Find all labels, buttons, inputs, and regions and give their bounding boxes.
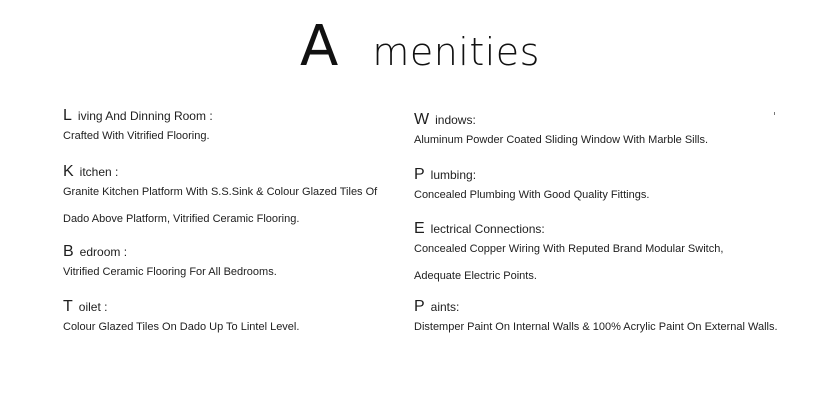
heading-initial: K	[63, 163, 74, 180]
heading-text: indows:	[435, 113, 476, 127]
section-text: Adequate Electric Points.	[414, 270, 537, 282]
decorative-tick	[774, 112, 775, 115]
heading-initial: E	[414, 220, 425, 237]
heading-initial: P	[414, 166, 425, 183]
heading-text: edroom :	[79, 245, 128, 259]
section-text: Concealed Plumbing With Good Quality Fittings.	[414, 189, 650, 201]
heading-initial: L	[63, 107, 72, 124]
title-initial: A	[300, 14, 339, 79]
heading-text: aints:	[430, 300, 460, 314]
section-toilet	[63, 299, 299, 334]
section-text: Crafted With Vitrified Flooring.	[63, 130, 210, 142]
title-rest: menities	[372, 30, 540, 74]
section-kitchen	[63, 164, 377, 226]
section-heading	[63, 299, 299, 315]
heading-text: iving And Dinning Room :	[77, 109, 213, 123]
section-heading	[414, 112, 708, 128]
section-heading	[414, 299, 778, 315]
section-heading	[63, 164, 377, 180]
section-electrical	[414, 221, 723, 283]
section-text: Vitrified Ceramic Flooring For All Bedrooms.	[63, 266, 277, 278]
section-text: Granite Kitchen Platform With S.S.Sink & Colour Glazed Tiles Of	[63, 186, 378, 198]
section-heading	[414, 221, 723, 237]
section-windows	[414, 112, 708, 147]
heading-text: oilet :	[78, 300, 108, 314]
section-paints	[414, 299, 778, 334]
heading-initial: B	[63, 243, 74, 260]
section-text: Concealed Copper Wiring With Reputed Brand Modular Switch,	[414, 243, 724, 255]
section-plumbing	[414, 167, 649, 202]
page-title	[0, 14, 840, 79]
section-living-dinning	[63, 108, 213, 143]
section-text: Distemper Paint On Internal Walls & 100% Acrylic Paint On External Walls.	[414, 321, 778, 333]
section-text: Colour Glazed Tiles On Dado Up To Lintel Level.	[63, 321, 300, 333]
heading-text: lectrical Connections:	[430, 222, 545, 236]
section-bedroom	[63, 244, 277, 279]
section-heading	[63, 244, 277, 260]
heading-text: lumbing:	[430, 168, 477, 182]
heading-initial: P	[414, 298, 425, 315]
section-text: Aluminum Powder Coated Sliding Window With Marble Sills.	[414, 134, 709, 146]
section-heading	[414, 167, 649, 183]
heading-text: itchen :	[79, 165, 119, 179]
heading-initial: T	[63, 298, 73, 315]
section-heading	[63, 108, 213, 124]
heading-initial: W	[414, 111, 430, 128]
section-text: Dado Above Platform, Vitrified Ceramic Flooring.	[63, 213, 300, 225]
